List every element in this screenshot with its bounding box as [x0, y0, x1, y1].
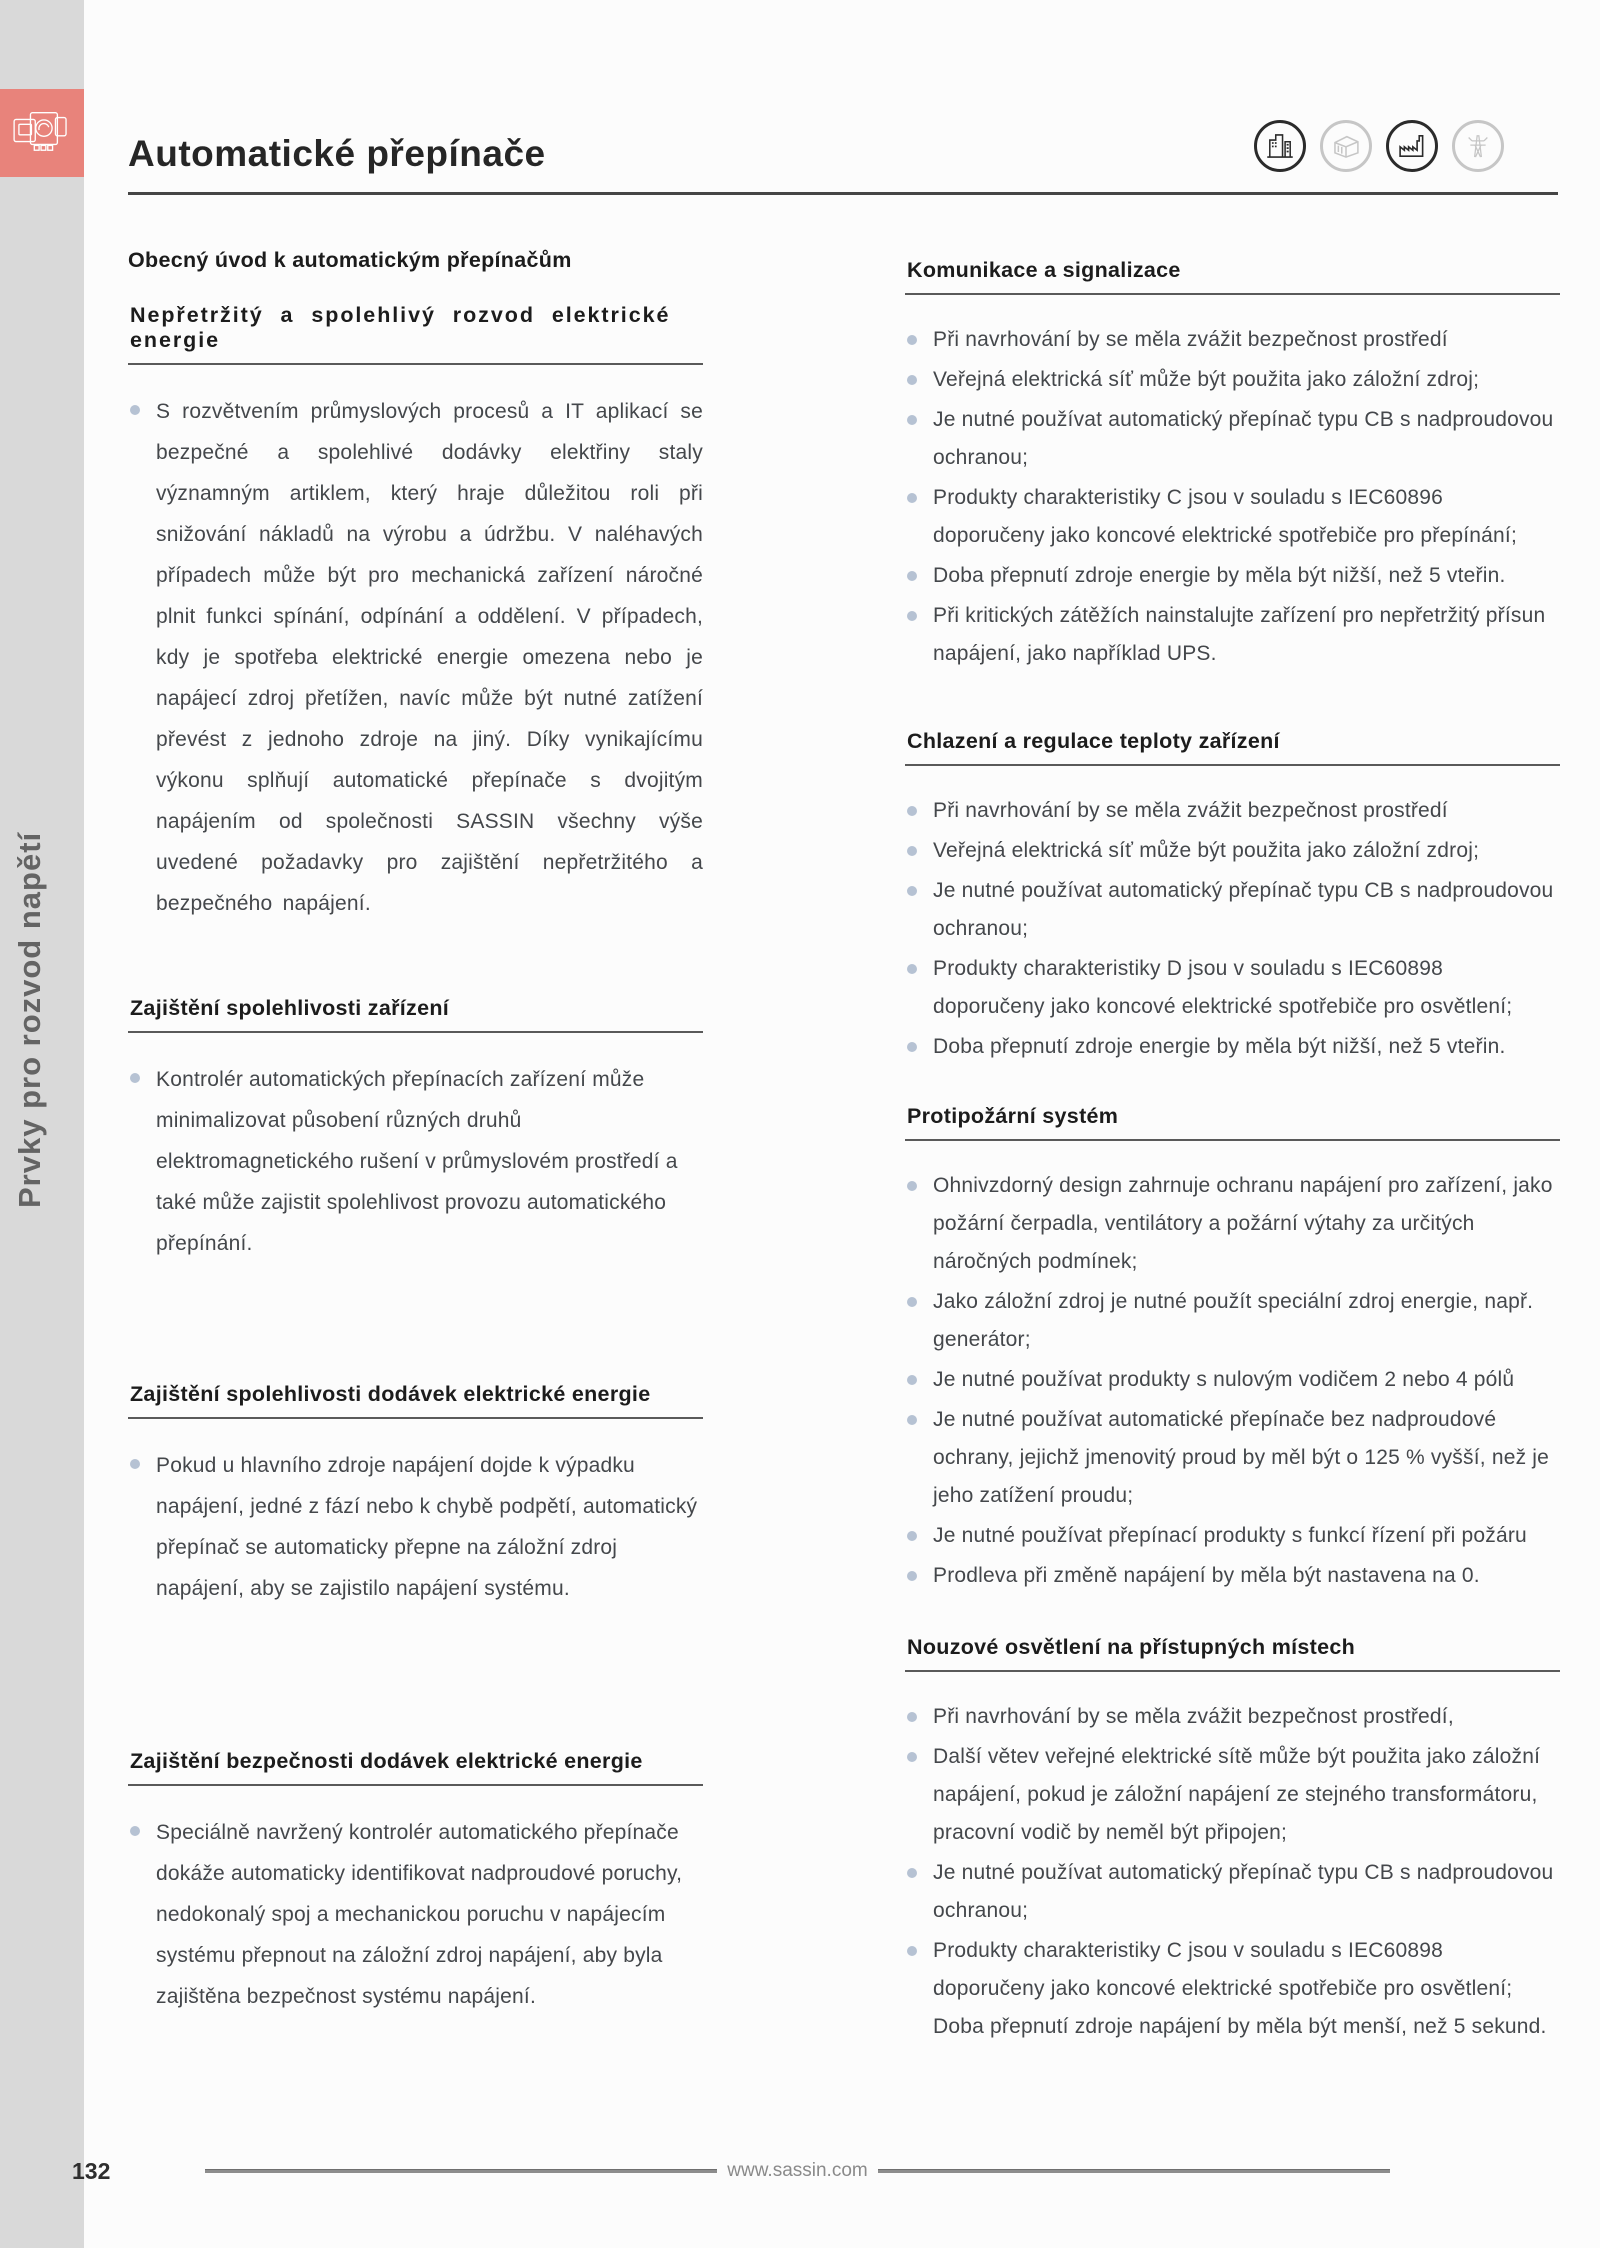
bullet-item: Pokud u hlavního zdroje napájení dojde k výpadku napájení, jedné z fází nebo k chybě podpětí, automatický přepínač se automaticky přepne na záložní zdroj napájení, aby se zajistilo napájení systému.	[128, 1445, 703, 1609]
section-heading: Nepřetržitý a spolehlivý rozvod elektrické energie	[128, 303, 703, 365]
switch-device-icon	[11, 106, 73, 161]
sidebar-category-label: Prvky pro rozvod napětí	[12, 831, 47, 1208]
application-icons	[1254, 120, 1504, 172]
section-emergency-lighting	[905, 1635, 1560, 2046]
section-fire-protection	[905, 1104, 1560, 1595]
bullet-item: Je nutné používat automatický přepínač typu CB s nadproudovou ochranou;	[905, 1854, 1560, 1930]
section-heading: Nouzové osvětlení na přístupných místech	[905, 1635, 1560, 1672]
bullet-item: Kontrolér automatických přepínacích zařízení může minimalizovat působení různých druhů elektromagnetického rušení v průmyslovém prostředí a také může zajistit spolehlivost provozu automatického přepínání.	[128, 1059, 703, 1264]
warehouse-icon	[1320, 120, 1372, 172]
section-cooling	[905, 729, 1560, 1066]
bullet-item: Produkty charakteristiky C jsou v souladu s IEC60898 doporučeny jako koncové elektrické spotřebiče pro osvětlení; Doba přepnutí zdroje napájení by měla být menší, než 5 sekund.	[905, 1932, 1560, 2046]
factory-icon	[1386, 120, 1438, 172]
bullet-item: Je nutné používat automatický přepínač typu CB s nadproudovou ochranou;	[905, 872, 1560, 948]
section-heading: Zajištění spolehlivosti dodávek elektrické energie	[128, 1382, 703, 1419]
bullet-list	[905, 1698, 1560, 2046]
header-divider	[128, 192, 1558, 195]
bullet-item: Je nutné používat přepínací produkty s funkcí řízení při požáru	[905, 1517, 1560, 1555]
bullet-list	[128, 1059, 703, 1264]
bullet-item: Speciálně navržený kontrolér automatického přepínače dokáže automaticky identifikovat nadproudové poruchy, nedokonalý spoj a mechanickou poruchu v napájecím systému přepnout na záložní zdroj napájení, aby byla zajištěna bezpečnost systému napájení.	[128, 1812, 703, 2017]
bullet-item: Je nutné používat automatické přepínače bez nadproudové ochrany, jejichž jmenovitý proud by měl být o 125 % vyšší, než je jeho zatížení proudu;	[905, 1401, 1560, 1515]
section-heading: Zajištění bezpečnosti dodávek elektrické energie	[128, 1749, 703, 1786]
section-supply-reliability	[128, 1382, 703, 1609]
bullet-item: Je nutné používat produkty s nulovým vodičem 2 nebo 4 pólů	[905, 1361, 1560, 1399]
bullet-list	[128, 1445, 703, 1609]
footer-url: www.sassin.com	[727, 2160, 868, 2181]
section-heading: Chlazení a regulace teploty zařízení	[905, 729, 1560, 766]
bullet-item: Je nutné používat automatický přepínač typu CB s nadproudovou ochranou;	[905, 401, 1560, 477]
city-buildings-icon	[1254, 120, 1306, 172]
page-title: Automatické přepínače	[128, 132, 546, 174]
section-heading: Komunikace a signalizace	[905, 258, 1560, 295]
section-device-reliability	[128, 996, 703, 1264]
bullet-list	[905, 321, 1560, 673]
right-column	[905, 240, 1560, 2048]
bullet-list	[905, 1167, 1560, 1595]
brand-block	[0, 89, 84, 177]
bullet-item: Doba přepnutí zdroje energie by měla být nižší, než 5 vteřin.	[905, 1028, 1560, 1066]
bullet-item: Při navrhování by se měla zvážit bezpečnost prostředí	[905, 321, 1560, 359]
bullet-item: S rozvětvením průmyslových procesů a IT aplikací se bezpečné a spolehlivé dodávky elektřiny staly významným artiklem, který hraje důležitou roli při snižování nákladů na výrobu a údržbu. V naléhavých případech může být pro mechanická zařízení náročné plnit funkci spínání, odpínání a oddělení. V případech, kdy je spotřeba elektrické energie omezena nebo je napájecí zdroj přetížen, navíc může být nutné zatížení převést z jednoho zdroje na jiný. Díky vynikajícímu výkonu splňují automatické přepínače s dvojitým napájením od společnosti SASSIN všechny výše uvedené požadavky pro zajištění nepřetržitého a bezpečného napájení.	[128, 391, 703, 924]
bullet-item: Další větev veřejné elektrické sítě může být použita jako záložní napájení, pokud je záložní napájení ze stejného transformátoru, pracovní vodič by neměl být připojen;	[905, 1738, 1560, 1852]
bullet-item: Prodleva při změně napájení by měla být nastavena na 0.	[905, 1557, 1560, 1595]
bullet-list	[905, 792, 1560, 1066]
bullet-item: Při kritických zátěžích nainstalujte zařízení pro nepřetržitý přísun napájení, jako například UPS.	[905, 597, 1560, 673]
bullet-item: Ohnivzdorný design zahrnuje ochranu napájení pro zařízení, jako požární čerpadla, ventilátory a požární výtahy za určitých náročných podmínek;	[905, 1167, 1560, 1281]
bullet-item: Doba přepnutí zdroje energie by měla být nižší, než 5 vteřin.	[905, 557, 1560, 595]
bullet-item: Veřejná elektrická síť může být použita jako záložní zdroj;	[905, 361, 1560, 399]
section-communication	[905, 258, 1560, 673]
section-supply-safety	[128, 1749, 703, 2017]
left-column	[128, 240, 703, 2019]
bullet-item: Produkty charakteristiky C jsou v souladu s IEC60896 doporučeny jako koncové elektrické spotřebiče pro přepínání;	[905, 479, 1560, 555]
transmission-tower-icon	[1452, 120, 1504, 172]
intro-heading: Obecný úvod k automatickým přepínačům	[128, 248, 572, 272]
footer-divider-left	[205, 2169, 717, 2173]
footer-divider-right	[878, 2169, 1390, 2173]
bullet-item: Produkty charakteristiky D jsou v souladu s IEC60898 doporučeny jako koncové elektrické spotřebiče pro osvětlení;	[905, 950, 1560, 1026]
bullet-list	[128, 391, 703, 924]
section-heading: Protipožární systém	[905, 1104, 1560, 1141]
section-continuous-supply	[128, 303, 703, 924]
bullet-item: Při navrhování by se měla zvážit bezpečnost prostředí,	[905, 1698, 1560, 1736]
bullet-item: Veřejná elektrická síť může být použita jako záložní zdroj;	[905, 832, 1560, 870]
page-number: 132	[72, 2158, 111, 2184]
bullet-item: Při navrhování by se měla zvážit bezpečnost prostředí	[905, 792, 1560, 830]
section-heading: Zajištění spolehlivosti zařízení	[128, 996, 703, 1033]
bullet-item: Jako záložní zdroj je nutné použít speciální zdroj energie, např. generátor;	[905, 1283, 1560, 1359]
bullet-list	[128, 1812, 703, 2017]
footer	[205, 2160, 1390, 2182]
